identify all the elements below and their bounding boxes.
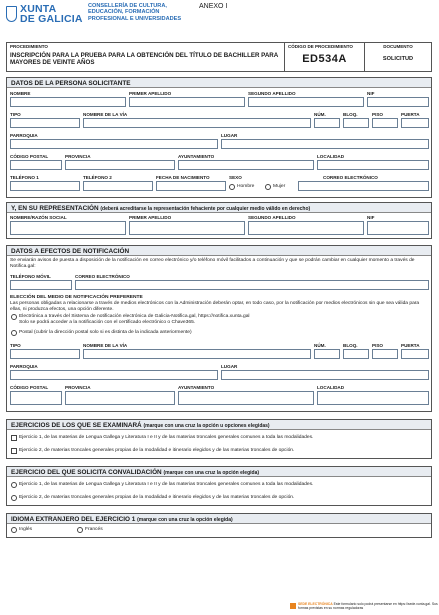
sexo-hombre-radio[interactable]	[229, 184, 235, 190]
rep-segundo-apellido-field[interactable]	[248, 221, 364, 235]
field-label: CÓDIGO POSTAL	[10, 385, 49, 390]
telefono-1-field[interactable]	[10, 181, 80, 191]
segundo-apellido-field[interactable]	[248, 97, 364, 107]
section-title	[7, 514, 431, 524]
procedure-box	[6, 42, 432, 72]
nombre-via-field[interactable]	[83, 118, 311, 128]
field-label: SEXO	[229, 175, 242, 180]
field-label: LOCALIDAD	[317, 385, 345, 390]
section-title-text: EJERCICIO DEL QUE SOLICITA CONVALIDACIÓN	[11, 469, 162, 476]
xunta-shield-icon	[6, 6, 17, 22]
footer-text	[298, 602, 438, 610]
fecha-nacimiento-field[interactable]	[156, 181, 226, 191]
field-label: LUGAR	[221, 364, 238, 369]
field-label: CORREO ELECTRÓNICO	[75, 274, 130, 279]
procedure-cell	[7, 43, 285, 71]
rep-primer-apellido-field[interactable]	[129, 221, 245, 235]
nombre-field[interactable]	[10, 97, 126, 107]
radio-label: Electrónica a través del Sistema de notificación electrónica de Galicia-Notifica.gal, https://notifica.xunta.gal	[19, 314, 250, 319]
telefono-movil-field[interactable]	[10, 280, 72, 290]
section-note: (marque con una cruz la opción elegida)	[163, 470, 260, 476]
notif-codigo-postal-field[interactable]	[10, 391, 62, 405]
eleccion-heading: ELECCIÓN DEL MEDIO DE NOTIFICACIÓN PREFERENTE	[10, 295, 143, 300]
ejercicio-2-checkbox[interactable]	[11, 448, 17, 454]
footer-brand: SEDE ELECTRÓNICA	[298, 602, 333, 606]
idioma-section	[6, 513, 432, 538]
field-label: PROVINCIA	[65, 385, 91, 390]
notif-localidad-field[interactable]	[317, 391, 429, 405]
field-label: NIF	[367, 215, 375, 220]
notification-section	[6, 245, 432, 412]
radio-label: Inglés	[19, 527, 33, 532]
field-label: PISO	[372, 112, 383, 117]
field-label: TIPO	[10, 112, 21, 117]
notification-intro: Se enviarán avisos de puesta a disposición de la notificación en correo electrónico y/o teléfono móvil facilitados a continuación y que se podrán cambiar en cualquier momento a través de Notifica.gal:	[10, 258, 415, 269]
radio-label: Ejercicio 1, de las materias de Lengua Gallega y Literatura I e II y de las materias troncales generales comunes a toda las modalidades.	[19, 482, 314, 487]
document-label: DOCUMENTO	[383, 44, 413, 49]
field-label: NOMBRE DE LA VÍA	[83, 112, 128, 117]
field-label: PRIMER APELLIDO	[129, 91, 172, 96]
field-label: AYUNTAMIENTO	[178, 154, 215, 159]
field-label: NOMBRE DE LA VÍA	[83, 343, 128, 348]
field-label: TELÉFONO MÓVIL	[10, 274, 51, 279]
notif-lugar-field[interactable]	[221, 370, 429, 380]
section-title	[7, 467, 431, 477]
notif-electronica-radio[interactable]	[11, 314, 17, 320]
section-title	[7, 203, 431, 213]
ejercicios-section	[6, 419, 432, 459]
razon-social-field[interactable]	[10, 221, 126, 235]
notif-piso-field[interactable]	[372, 349, 398, 359]
field-label: PRIMER APELLIDO	[129, 215, 172, 220]
radio-label: Ejercicio 2, de materias troncales generales propias de la modalidad e itinerario elegidos y de las materias troncales de opción.	[19, 495, 295, 500]
ingles-radio[interactable]	[11, 527, 17, 533]
document-type: SOLICITUD	[382, 56, 414, 62]
notif-postal-radio[interactable]	[11, 330, 17, 336]
field-label: TIPO	[10, 343, 21, 348]
field-label: AYUNTAMIENTO	[178, 385, 215, 390]
radio-label: Mujer	[273, 184, 286, 189]
representative-section	[6, 202, 432, 239]
notif-email-field[interactable]	[75, 280, 429, 290]
conselleria-line: CONSELLERÍA DE CULTURA,	[88, 3, 167, 9]
radio-label: Postal (cubrir la dirección postal solo si es distinta de la indicada anteriormente)	[19, 330, 192, 335]
field-label: BLOQ.	[343, 343, 358, 348]
anexo-label: ANEXO I	[199, 3, 228, 10]
frances-radio[interactable]	[77, 527, 83, 533]
field-label: NOMBRE	[10, 91, 31, 96]
puerta-field[interactable]	[401, 118, 429, 128]
notif-nombre-via-field[interactable]	[83, 349, 311, 359]
procedure-code-cell	[285, 43, 365, 71]
conselleria-line: PROFESIONAL E UNIVERSIDADES	[88, 15, 182, 22]
section-title-text: EJERCICIOS DE LOS QUE SE EXAMINARÁ	[11, 422, 142, 429]
procedure-label: PROCEDIMIENTO	[10, 44, 48, 49]
notif-tipo-via-field[interactable]	[10, 349, 80, 359]
footer	[290, 602, 438, 610]
applicant-section	[6, 77, 432, 198]
lugar-field[interactable]	[221, 139, 429, 149]
notif-provincia-field[interactable]	[65, 391, 175, 405]
field-label: TELÉFONO 2	[83, 175, 112, 180]
checkbox-label: Ejercicio 2, de materias troncales generales propias de la modalidad e itinerario elegidos y de las materias troncales de opción.	[19, 448, 295, 453]
provincia-field[interactable]	[65, 160, 175, 170]
field-label: NÚM.	[314, 112, 326, 117]
convalidacion-section	[6, 466, 432, 506]
field-label: PARROQUIA	[10, 133, 38, 138]
section-title	[7, 420, 431, 430]
field-label: NIF	[367, 91, 375, 96]
primer-apellido-field[interactable]	[129, 97, 245, 107]
field-label: NÚM.	[314, 343, 326, 348]
procedure-title: INSCRIPCIÓN PARA LA PRUEBA PARA LA OBTENCIÓN DEL TÍTULO DE BACHILLER PARA MAYORES DE VEINTE AÑOS	[10, 52, 279, 67]
section-note: (marque con una cruz la opción u opciones elegidas)	[143, 423, 270, 429]
procedure-code-label: CÓDIGO DE PROCEDIMIENTO	[288, 44, 353, 49]
notif-ayuntamiento-field[interactable]	[178, 391, 314, 405]
radio-sublabel: Solo se podrá acceder a la notificación con el certificado electrónico o Chave365.	[19, 320, 196, 325]
field-label: CORREO ELECTRÓNICO	[323, 175, 378, 180]
ayuntamiento-field[interactable]	[178, 160, 314, 170]
notif-num-field[interactable]	[314, 349, 340, 359]
convalida-2-radio[interactable]	[11, 495, 17, 501]
field-label: NOMBRE/RAZÓN SOCIAL	[10, 215, 67, 220]
field-label: BLOQ.	[343, 112, 358, 117]
sexo-mujer-radio[interactable]	[265, 184, 271, 190]
field-label: LUGAR	[221, 133, 238, 138]
conselleria-line: EDUCACIÓN, FORMACIÓN	[88, 9, 160, 16]
document-cell	[365, 43, 431, 71]
tipo-via-field[interactable]	[10, 118, 80, 128]
notif-puerta-field[interactable]	[401, 349, 429, 359]
num-field[interactable]	[314, 118, 340, 128]
field-label: CÓDIGO POSTAL	[10, 154, 49, 159]
section-title: DATOS DE LA PERSONA SOLICITANTE	[7, 78, 431, 88]
eleccion-text: Las personas obligadas a relacionarse a través de medios electrónicos con la Administración deberán optar, en todo caso, por la notificación por medios electrónicos sin que sea válida para ellas, ni produzca efectos, una opción diferente.	[10, 301, 420, 312]
section-title-text: Y, EN SU REPRESENTACIÓN	[11, 205, 99, 212]
procedure-code: ED534A	[302, 53, 347, 65]
nif-field[interactable]	[367, 97, 429, 107]
radio-label: Hombre	[237, 184, 255, 189]
section-title: DATOS A EFECTOS DE NOTIFICACIÓN	[7, 246, 431, 256]
parroquia-field[interactable]	[10, 139, 218, 149]
field-label: PISO	[372, 343, 383, 348]
xunta-logo	[6, 4, 83, 24]
checkbox-label: Ejercicio 1, de las materias de Lengua Gallega y Literatura I e II y de las materias troncales generales comunes a toda las modalidades.	[19, 435, 314, 440]
piso-field[interactable]	[372, 118, 398, 128]
rep-nif-field[interactable]	[367, 221, 429, 235]
field-label: PUERTA	[401, 343, 420, 348]
field-label: PUERTA	[401, 112, 420, 117]
field-label: TELÉFONO 1	[10, 175, 39, 180]
field-label: FECHA DE NACIMIENTO	[156, 175, 210, 180]
codigo-postal-field[interactable]	[10, 160, 62, 170]
logo-line-2: DE GALICIA	[20, 13, 83, 25]
notif-bloq-field[interactable]	[343, 349, 369, 359]
field-label: LOCALIDAD	[317, 154, 345, 159]
field-label: PARROQUIA	[10, 364, 38, 369]
document-header	[0, 0, 439, 40]
field-label: SEGUNDO APELLIDO	[248, 215, 296, 220]
section-title-text: IDIOMA EXTRANJERO DEL EJERCICIO 1	[11, 516, 136, 523]
section-note: (marque con una cruz la opción elegida)	[137, 517, 233, 523]
email-field[interactable]	[298, 181, 429, 191]
field-label: PROVINCIA	[65, 154, 91, 159]
convalida-1-radio[interactable]	[11, 482, 17, 488]
bloq-field[interactable]	[343, 118, 369, 128]
logo-line-1: XUNTA	[20, 3, 57, 15]
notif-parroquia-field[interactable]	[10, 370, 218, 380]
section-note: (deberá acreditarse la representación fehaciente por cualquier medio válido en derecho)	[100, 206, 311, 212]
ejercicio-1-checkbox[interactable]	[11, 435, 17, 441]
telefono-2-field[interactable]	[83, 181, 153, 191]
footer-note: Este formulario solo podrá presentarse en https://sede.xunta.gal. Sus formas previstas en su normas reguladoras	[298, 602, 438, 610]
radio-label: Francés	[85, 527, 103, 532]
sede-icon	[290, 603, 296, 609]
localidad-field[interactable]	[317, 160, 429, 170]
field-label: SEGUNDO APELLIDO	[248, 91, 296, 96]
